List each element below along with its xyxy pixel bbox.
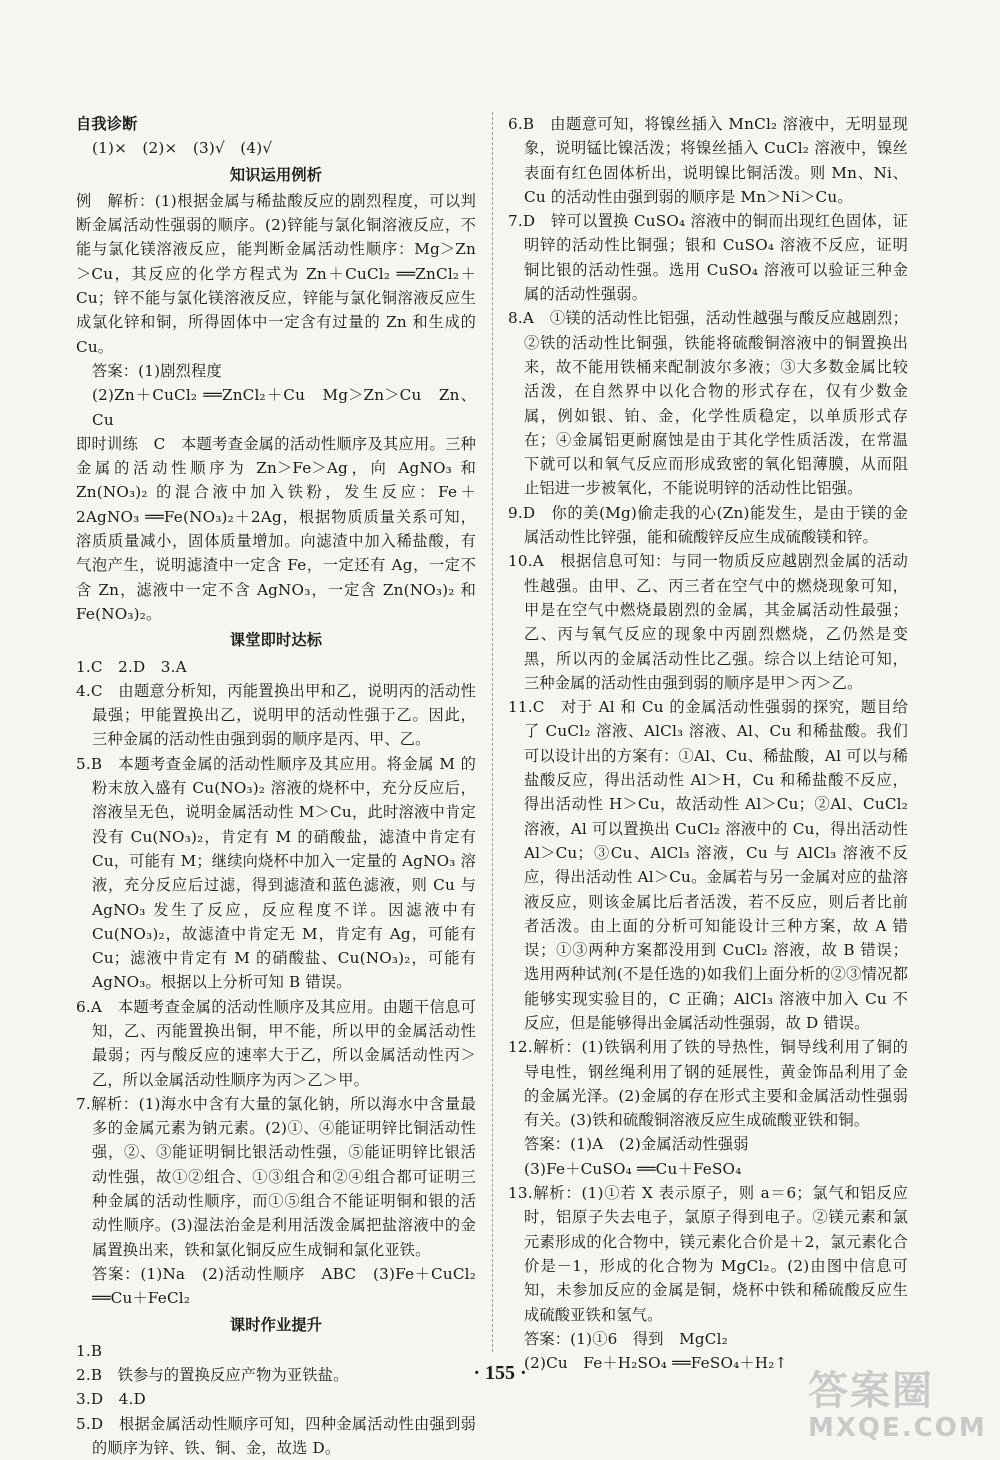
- right-paragraph: (3)Fe＋CuSO₄ ══Cu＋FeSO₄: [524, 1159, 742, 1178]
- left-paragraph: 即时训练 C 本题考查金属的活动性顺序及其应用。三种金属的活动性顺序为 Zn＞Fe＞Ag，向 AgNO₃ 和 Zn(NO₃)₂ 的混合液中加入铁粉，发生反应：Fe＋2AgNO₃ ══Fe(NO₃)₂＋2Ag，根据物质质量关系可知，溶质质量减小，固体质量增加。向滤渣中加入稀盐酸，有气泡产生，说明滤渣中一定含 Fe，一定还有 Ag，一定不含 Zn，滤液中一定不含 AgNO₃，一定含 Zn(NO₃)₂ 和 Fe(NO₃)₂。: [76, 434, 476, 623]
- right-paragraph: 13.解析：(1)①若 X 表示原子，则 a＝6；氯气和铝反应时，铝原子失去电子，氯原子得到电子。②镁元素和氯元素形成的化合物中，镁元素化合价是＋2，氯元素化合价是－1，形成的化合物为 MgCl₂。(2)由图中信息可知，未参加反应的金属是铜，烧杯中铁和稀硫酸反应生成硫酸亚铁和氢气。: [508, 1184, 908, 1324]
- right-paragraph: 9.D 你的美(Mg)偷走我的心(Zn)能发生，是由于镁的金属活动性比锌强，能和硫酸锌反应生成硫酸镁和锌。: [508, 503, 908, 547]
- right-paragraph: 7.D 锌可以置换 CuSO₄ 溶液中的铜而出现红色固体，证明锌的活动性比铜强；银和 CuSO₄ 溶液不反应，证明铜比银的活动性强。选用 CuSO₄ 溶液可以验证三种金属的活动性强弱。: [508, 212, 908, 304]
- right-paragraph: (2)Cu Fe＋H₂SO₄ ══FeSO₄＋H₂↑: [524, 1354, 788, 1373]
- right-paragraph: 答案：(1)①6 得到 MgCl₂: [524, 1329, 728, 1348]
- left-paragraph: 1.C 2.D 3.A: [76, 657, 187, 676]
- left-paragraph: 答案：(1)剧烈程度: [92, 361, 222, 380]
- left-paragraph: 答案：(1)Na (2)活动性顺序 ABC (3)Fe＋CuCl₂ ══Cu＋FeCl₂: [92, 1264, 476, 1308]
- left-column: [76, 112, 476, 1460]
- page-number: · 155 ·: [473, 1362, 527, 1384]
- watermark-top: 答案圈: [808, 1368, 934, 1414]
- left-paragraph: 7.解析：(1)海水中含有大量的氯化钠，所以海水中含量最多的金属元素为钠元素。(2)①、④能证明锌比铜活动性强，②、③能证明铜比银活动性强，⑤能证明锌比银活动性强，故①②组合、①③组合和②④组合都可证明三种金属的活动性顺序，而①⑤组合不能证明铜和银的活动性顺序。(3)湿法治金是利用活泼金属把盐溶液中的金属置换出来，铁和氯化铜反应生成铜和氯化亚铁。: [76, 1094, 476, 1259]
- left-paragraph: 知识运用例析: [229, 165, 323, 184]
- left-paragraph: 2.B 铁参与的置换反应产物为亚铁盐。: [76, 1366, 349, 1385]
- left-paragraph: 1.B: [76, 1341, 103, 1360]
- left-paragraph: 5.B 本题考查金属的活动性顺序及其应用。将金属 M 的粉末放入盛有 Cu(NO₃)₂ 溶液的烧杯中，充分反应后，溶液呈无色，说明金属活动性 M＞Cu，此时溶液中肯定没有 Cu(NO₃)₂，肯定有 M 的硝酸盐，滤渣中肯定有 Cu，可能有 M；继续向烧杯中加入一定量的 AgNO₃ 溶液，充分反应后过滤，得到滤渣和蓝色滤液，则 Cu 与 AgNO₃ 发生了反应，反应程度不详。因滤液中有 Cu(NO₃)₂，故滤渣中肯定无 M，肯定有 Ag，可能有 Cu；滤液中肯定有 M 的硝酸盐、Cu(NO₃)₂，可能有 AgNO₃。根据以上分析可知 B 错误。: [76, 754, 476, 992]
- right-paragraph: 11.C 对于 Al 和 Cu 的金属活动性强弱的探究，题目给了 CuCl₂ 溶液、AlCl₃ 溶液、Al、Cu 和稀盐酸。我们可以设计出的方案有：①Al、Cu、稀盐酸，Al 可以与稀盐酸反应，得出活动性 Al＞H，Cu 和稀盐酸不反应，得出活动性 H＞Cu，故活动性 Al＞Cu；②Al、CuCl₂ 溶液，Al 可以置换出 CuCl₂ 溶液中的 Cu，得出活动性 Al＞Cu；③Cu、AlCl₃ 溶液，Cu 与 AlCl₃ 溶液不反应，得出活动性 Al＞Cu。金属若与另一金属对应的盐溶液反应，则该金属比后者活泼，若不反应，则后者比前者活泼。由上面的分析可知能设计三种方案，故 A 错误；①③两种方案都没用到 CuCl₂ 溶液，故 B 错误；选用两种试剂(不是任选的)如我们上面分析的②③情况都能够实现实验目的，C 正确；AlCl₃ 溶液中加入 Cu 不反应，但是能够得出金属活动性强弱，故 D 错误。: [508, 698, 908, 1032]
- left-paragraph: 自我诊断: [76, 115, 138, 133]
- right-paragraph: 6.B 由题意可知，将镍丝插入 MnCl₂ 溶液中，无明显现象，说明锰比镍活泼；将镍丝插入 CuCl₂ 溶液中，镍丝表面有红色固体析出，说明镍比铜活泼。则 Mn、Ni、Cu 的活动性由强到弱的顺序是 Mn＞Ni＞Cu。: [508, 115, 908, 206]
- left-paragraph: 4.C 由题意分析知，丙能置换出甲和乙，说明丙的活动性最强；甲能置换出乙，说明甲的活动性强于乙。因此，三种金属的活动性由强到弱的顺序是丙、甲、乙。: [76, 681, 476, 749]
- left-paragraph: 例 解析：(1)根据金属与稀盐酸反应的剧烈程度，可以判断金属活动性强弱的顺序。(2)锌能与氯化铜溶液反应，不能与氯化镁溶液反应，能判断金属活动性顺序：Mg＞Zn＞Cu，其反应的化学方程式为 Zn＋CuCl₂ ══ZnCl₂＋Cu；锌不能与氯化镁溶液反应，锌能与氯化铜溶液反应生成氯化锌和铜，所得固体中一定含有过量的 Zn 和生成的 Cu。: [76, 191, 476, 356]
- column-divider: [492, 112, 493, 1352]
- left-paragraph: 3.D 4.D: [76, 1390, 146, 1409]
- left-paragraph: 5.D 根据金属活动性顺序可知，四种金属活动性由强到弱的顺序为锌、铁、铜、金，故选 D。: [76, 1414, 476, 1458]
- left-paragraph: 课时作业提升: [229, 1315, 323, 1334]
- right-paragraph: 10.A 根据信息可知：与同一物质反应越剧烈金属的活动性越强。由甲、乙、丙三者在空气中的燃烧现象可知，甲是在空气中燃烧最剧烈的金属，其金属活动性最强；乙、丙与氧气反应的现象中丙剧烈燃烧，乙仍然是变黑，所以丙的金属活动性比乙强。综合以上结论可知，三种金属的活动性由强到弱的顺序是甲＞丙＞乙。: [508, 552, 908, 692]
- right-paragraph: 8.A ①镁的活动性比铝强，活动性越强与酸反应越剧烈；②铁的活动性比铜强，铁能将硫酸铜溶液中的铜置换出来，故不能用铁桶来配制波尔多液；③大多数金属比较活泼，在自然界中以化合物的形式存在，仅有少数金属，例如银、铂、金，化学性质稳定，以单质形式存在；④金属铝更耐腐蚀是由于其化学性质活泼，在常温下就可以和氧气反应而形成致密的氧化铝薄膜，从而阻止铝进一步被氧化，不能说明锌的活动性比铝强。: [508, 309, 908, 498]
- right-paragraph: 答案：(1)A (2)金属活动性强弱: [524, 1135, 749, 1154]
- watermark-bottom: MXQE.COM: [808, 1413, 987, 1443]
- left-paragraph: (1)× (2)× (3)√ (4)√: [92, 139, 273, 158]
- right-column: [508, 112, 908, 1375]
- left-paragraph: 课堂即时达标: [229, 631, 323, 650]
- watermark-logo: [808, 1368, 987, 1446]
- left-paragraph: (2)Zn＋CuCl₂ ══ZnCl₂＋Cu Mg＞Zn＞Cu Zn、Cu: [92, 386, 476, 429]
- left-paragraph: 6.A 本题考查金属的活动性顺序及其应用。由题干信息可知，乙、丙能置换出铜，甲不能，所以甲的金属活动性最弱；丙与酸反应的速率大于乙，所以金属活动性丙＞乙，所以金属活动性顺序为丙＞乙＞甲。: [76, 997, 476, 1089]
- right-paragraph: 12.解析：(1)铁锅利用了铁的导热性，铜导线利用了铜的导电性，钢丝绳利用了钢的延展性，黄金饰品利用了金的金属光泽。(2)金属的存在形式主要和金属活动性强弱有关。(3)铁和硫酸铜溶液反应生成硫酸亚铁和铜。: [508, 1038, 908, 1130]
